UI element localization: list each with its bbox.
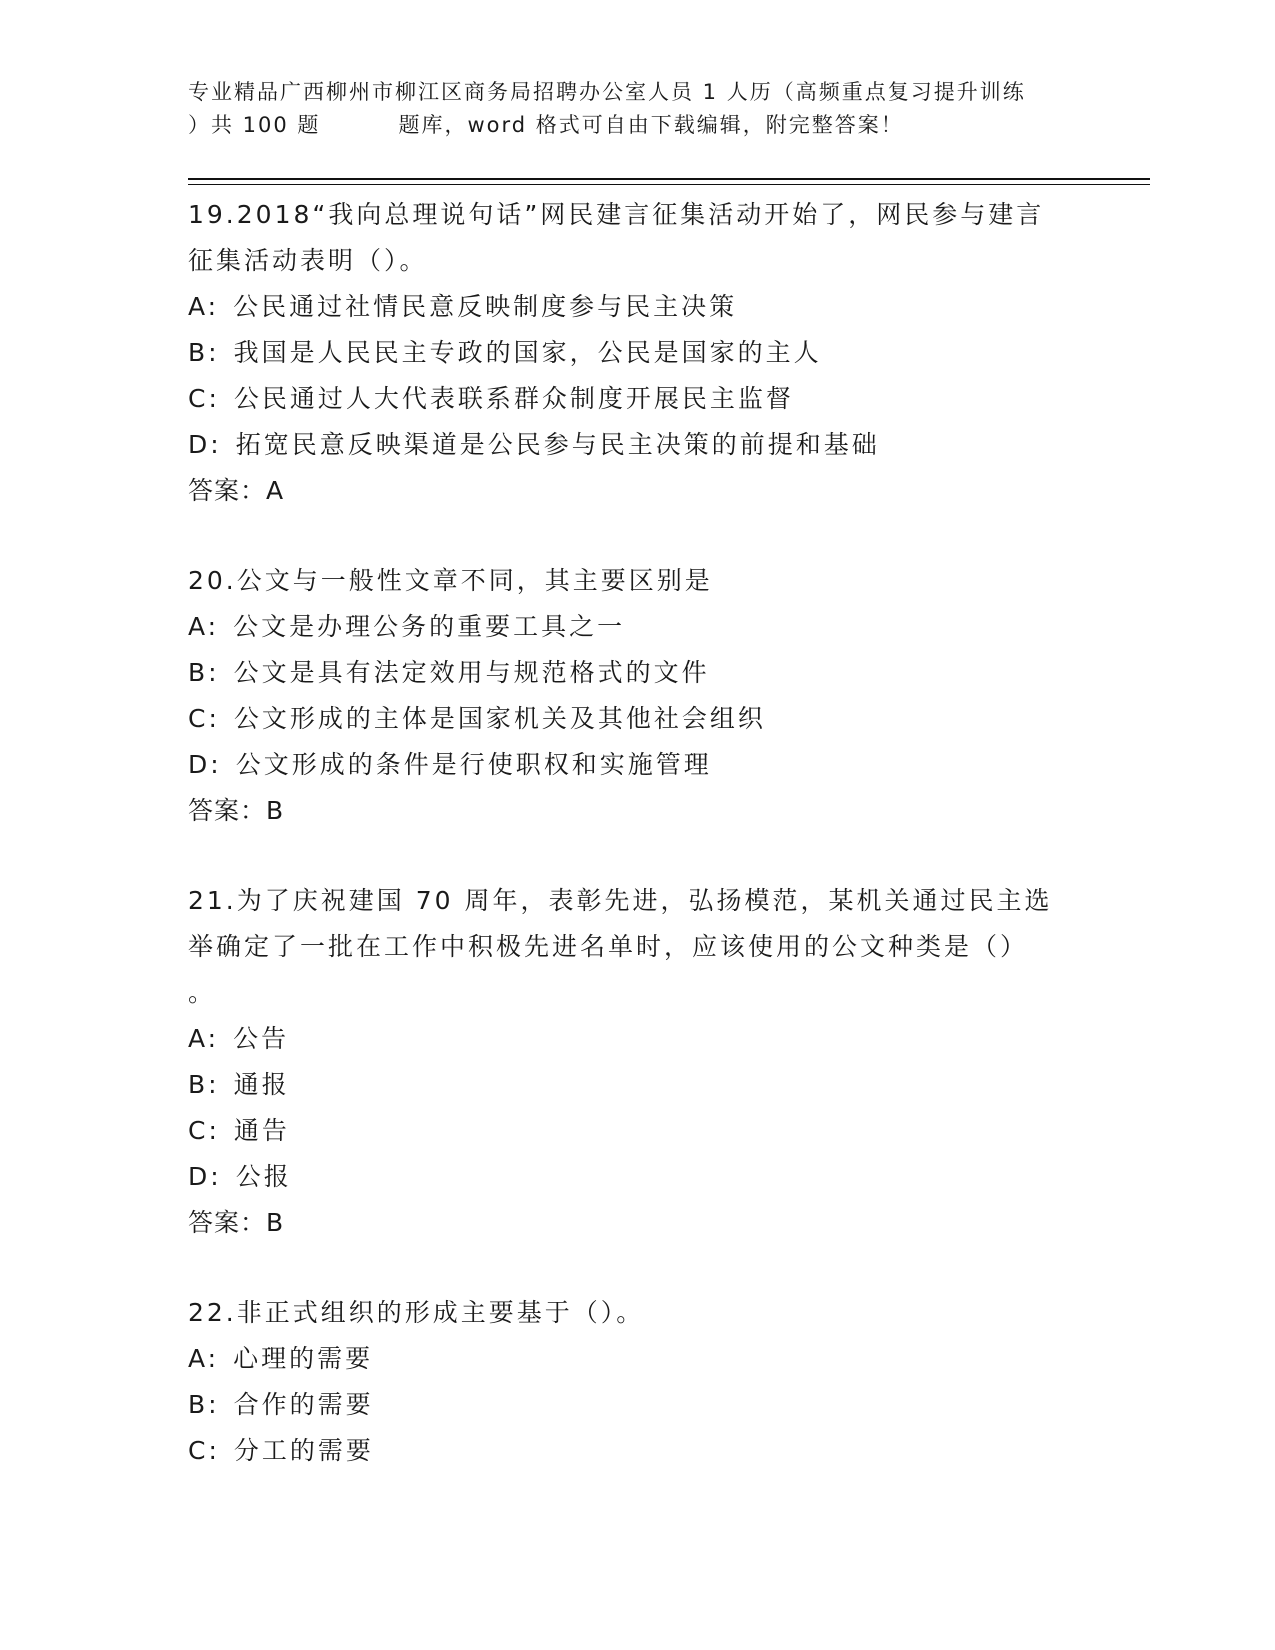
option-text: 通报 bbox=[233, 1070, 290, 1099]
question-block bbox=[188, 878, 1088, 1246]
answer-key: 答案：A bbox=[188, 476, 285, 505]
option-text: 合作的需要 bbox=[233, 1390, 374, 1419]
question-list bbox=[188, 192, 1088, 1518]
question-block bbox=[188, 1290, 1088, 1474]
answer-option bbox=[188, 1336, 1088, 1382]
option-text: 拓宽民意反映渠道是公民参与民主决策的前提和基础 bbox=[235, 430, 880, 459]
answer-option bbox=[188, 1062, 1088, 1108]
question-text: 20.公文与一般性文章不同，其主要区别是 bbox=[188, 566, 713, 595]
answer-option bbox=[188, 376, 1088, 422]
question-text: 21.为了庆祝建国 70 周年，表彰先进，弘扬模范，某机关通过民主选 bbox=[188, 886, 1053, 915]
option-letter: B: bbox=[188, 338, 220, 367]
option-text: 公民通过社情民意反映制度参与民主决策 bbox=[233, 292, 738, 321]
question-text: 19.2018“我向总理说句话”网民建言征集活动开始了，网民参与建言 bbox=[188, 200, 1045, 229]
option-letter: A: bbox=[188, 612, 220, 641]
option-letter: C: bbox=[188, 1116, 220, 1145]
option-letter: A: bbox=[188, 1344, 220, 1373]
header-line-2: ）共 100 题 题库，word 格式可自由下载编辑，附完整答案！ bbox=[188, 113, 904, 137]
option-letter: B: bbox=[188, 1390, 220, 1419]
option-text: 分工的需要 bbox=[233, 1436, 374, 1465]
option-letter: D: bbox=[188, 1162, 222, 1191]
option-letter: C: bbox=[188, 384, 220, 413]
option-text: 公民通过人大代表联系群众制度开展民主监督 bbox=[233, 384, 794, 413]
answer-option bbox=[188, 1382, 1088, 1428]
option-text: 公文形成的条件是行使职权和实施管理 bbox=[235, 750, 712, 779]
answer-option bbox=[188, 1108, 1088, 1154]
option-text: 公报 bbox=[235, 1162, 292, 1191]
answer-option bbox=[188, 1428, 1088, 1474]
answer-key: 答案：B bbox=[188, 1208, 285, 1237]
document-header bbox=[188, 76, 1088, 142]
option-letter: B: bbox=[188, 1070, 220, 1099]
question-text: 征集活动表明（）。 bbox=[188, 246, 428, 275]
option-text: 公告 bbox=[233, 1024, 290, 1053]
option-text: 公文是办理公务的重要工具之一 bbox=[233, 612, 626, 641]
option-text: 心理的需要 bbox=[233, 1344, 374, 1373]
option-text: 我国是人民民主专政的国家，公民是国家的主人 bbox=[233, 338, 822, 367]
answer-option bbox=[188, 1016, 1088, 1062]
option-text: 公文形成的主体是国家机关及其他社会组织 bbox=[233, 704, 766, 733]
answer-key: 答案：B bbox=[188, 796, 285, 825]
answer-option bbox=[188, 422, 1088, 468]
question-text: 举确定了一批在工作中积极先进名单时，应该使用的公文种类是（） bbox=[188, 932, 1029, 961]
answer-option bbox=[188, 650, 1088, 696]
option-letter: A: bbox=[188, 292, 220, 321]
header-rule-thin bbox=[188, 184, 1150, 185]
option-letter: A: bbox=[188, 1024, 220, 1053]
option-text: 公文是具有法定效用与规范格式的文件 bbox=[233, 658, 710, 687]
header-line-1: 专业精品广西柳州市柳江区商务局招聘办公室人员 1 人历（高频重点复习提升训练 bbox=[188, 80, 1026, 104]
option-text: 通告 bbox=[233, 1116, 290, 1145]
answer-option bbox=[188, 604, 1088, 650]
option-letter: B: bbox=[188, 658, 220, 687]
option-letter: C: bbox=[188, 1436, 220, 1465]
question-text: 22.非正式组织的形成主要基于（）。 bbox=[188, 1298, 645, 1327]
answer-option bbox=[188, 1154, 1088, 1200]
answer-option bbox=[188, 742, 1088, 788]
question-block bbox=[188, 192, 1088, 514]
option-letter: C: bbox=[188, 704, 220, 733]
answer-option bbox=[188, 330, 1088, 376]
question-text: 。 bbox=[188, 978, 217, 1007]
option-letter: D: bbox=[188, 750, 222, 779]
option-letter: D: bbox=[188, 430, 222, 459]
question-block bbox=[188, 558, 1088, 834]
answer-option bbox=[188, 696, 1088, 742]
answer-option bbox=[188, 284, 1088, 330]
header-rule-thick bbox=[188, 178, 1150, 180]
